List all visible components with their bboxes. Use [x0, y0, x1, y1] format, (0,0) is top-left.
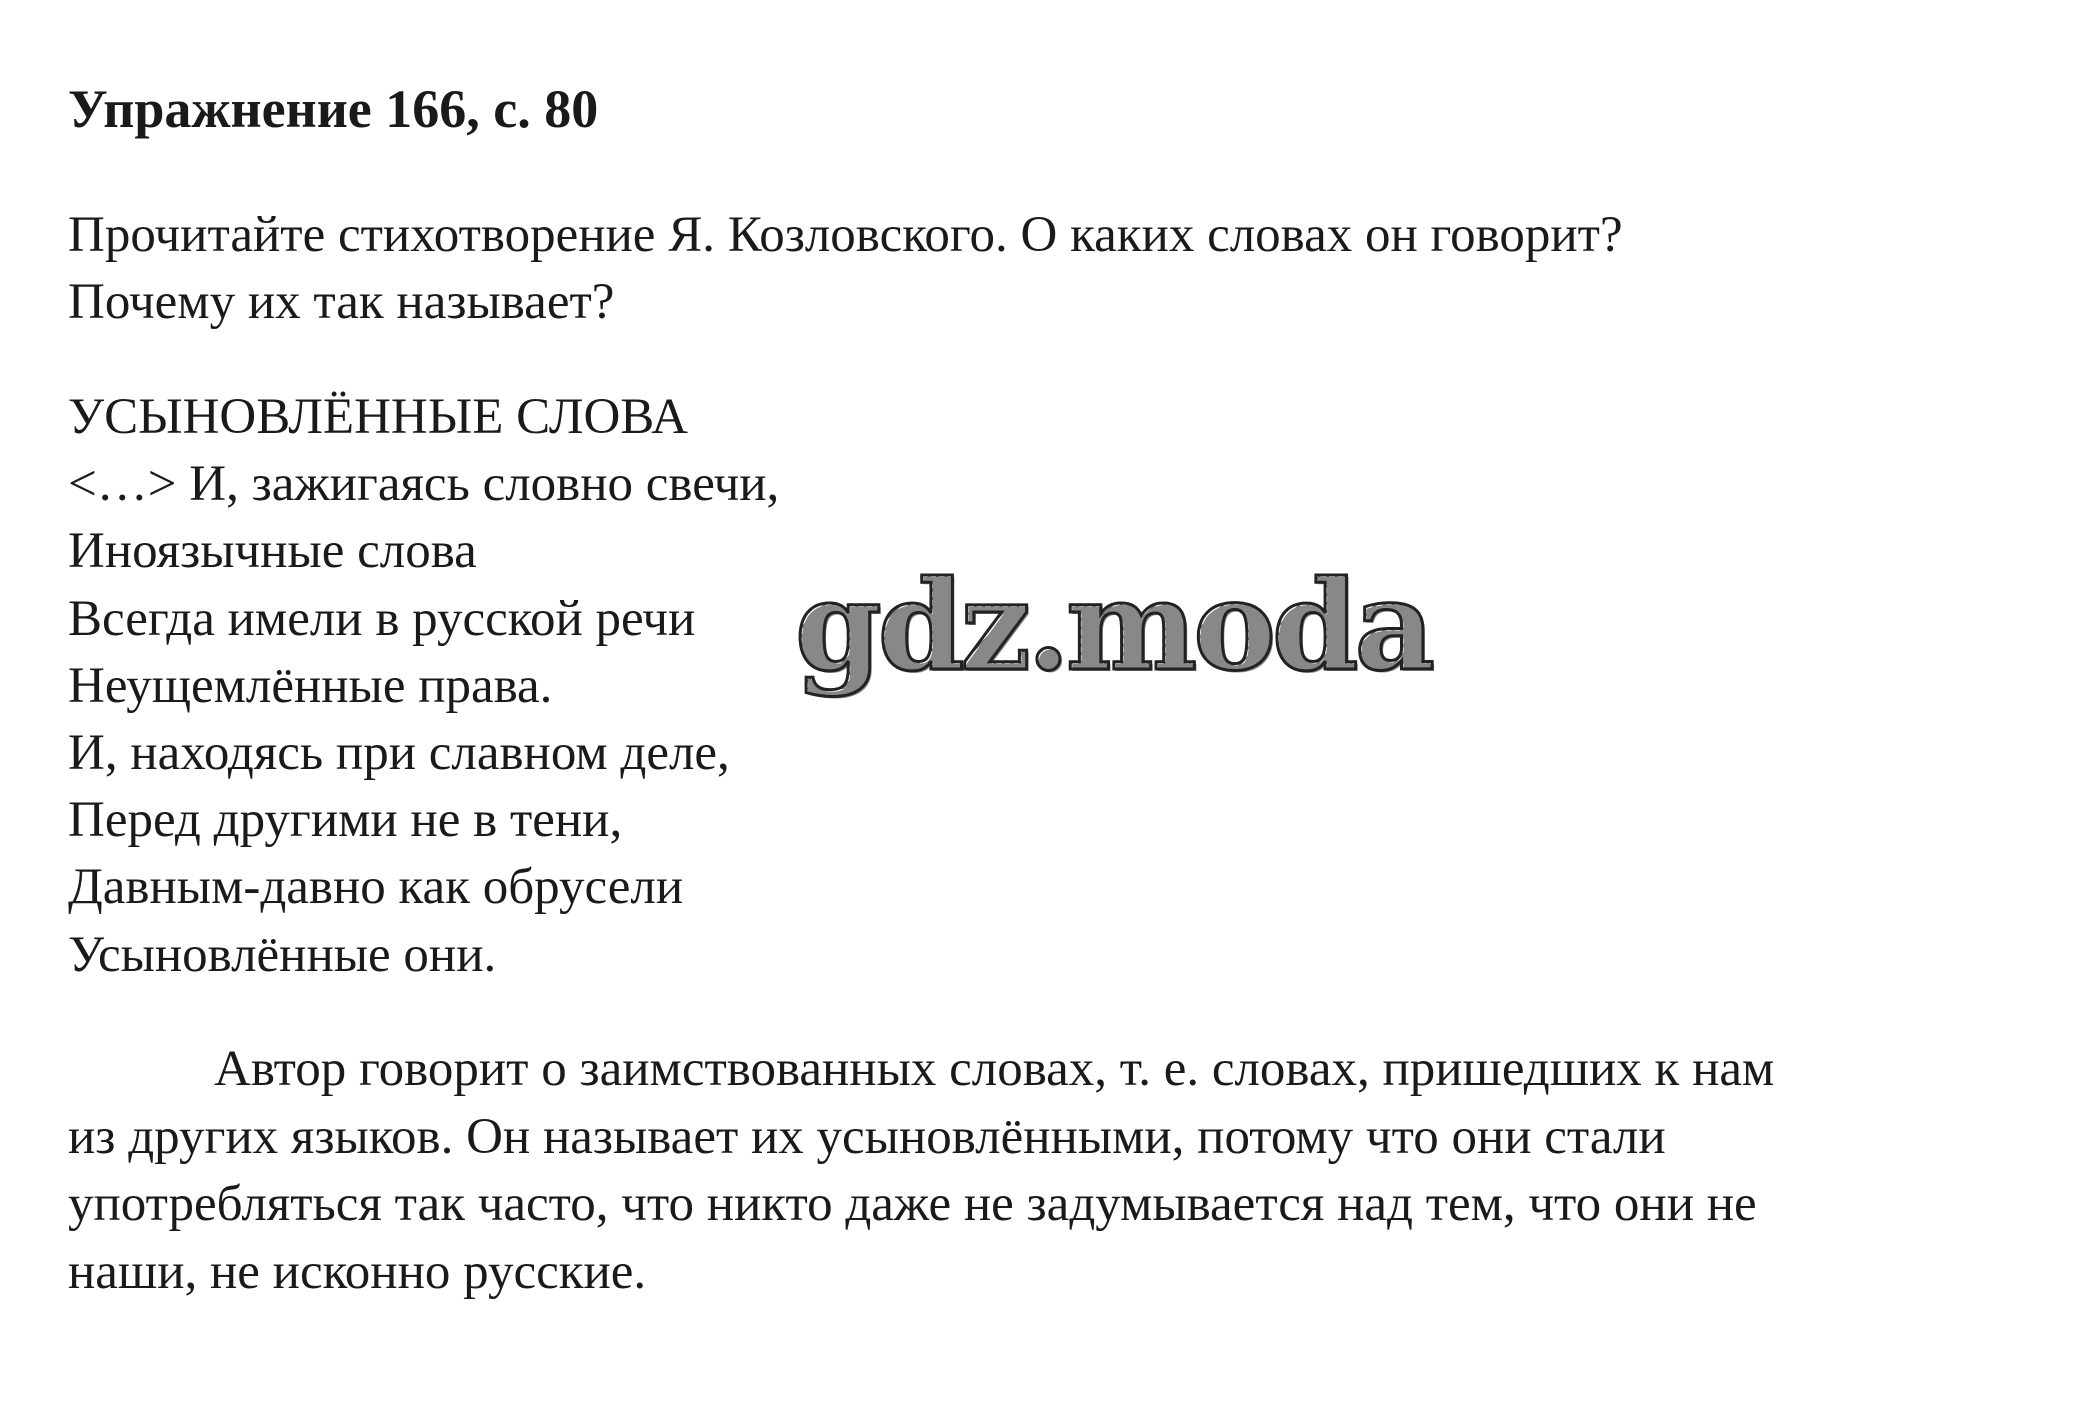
answer-line: употребляться так часто, что никто даже не задумывается над тем, что они не — [68, 1176, 1757, 1232]
watermark-logo: gdz.moda — [795, 554, 1431, 699]
answer-line: из других языков. Он называет их усыновлёнными, потому что они стали — [68, 1108, 1666, 1165]
poem-line: Неущемлённые права. — [68, 657, 553, 714]
task-text — [68, 202, 1623, 336]
poem-heading: УСЫНОВЛЁННЫЕ СЛОВА — [68, 389, 688, 445]
task-line: Почему их так называет? — [68, 274, 615, 330]
poem-line: <…> И, зажигаясь словно свечи, — [68, 456, 780, 513]
answer-line: наши, не исконно русские. — [68, 1243, 647, 1300]
poem-line: Давным-давно как обрусели — [68, 859, 684, 916]
poem-line: И, находясь при славном деле, — [68, 725, 730, 782]
answer-line: Автор говорит о заимствованных словах, т. е. словах, пришедших к нам — [214, 1041, 1775, 1097]
poem-line: Перед другими не в тени, — [68, 792, 623, 849]
answer-paragraph — [68, 1036, 1774, 1306]
exercise-title: Упражнение 166, с. 80 — [68, 79, 599, 139]
task-line: Прочитайте стихотворение Я. Козловского. О каких словах он говорит? — [68, 207, 1623, 263]
poem — [68, 384, 779, 989]
poem-line: Усыновлённые они. — [68, 926, 497, 983]
poem-line: Иноязычные слова — [68, 523, 477, 580]
poem-line: Всегда имели в русской речи — [68, 590, 696, 647]
